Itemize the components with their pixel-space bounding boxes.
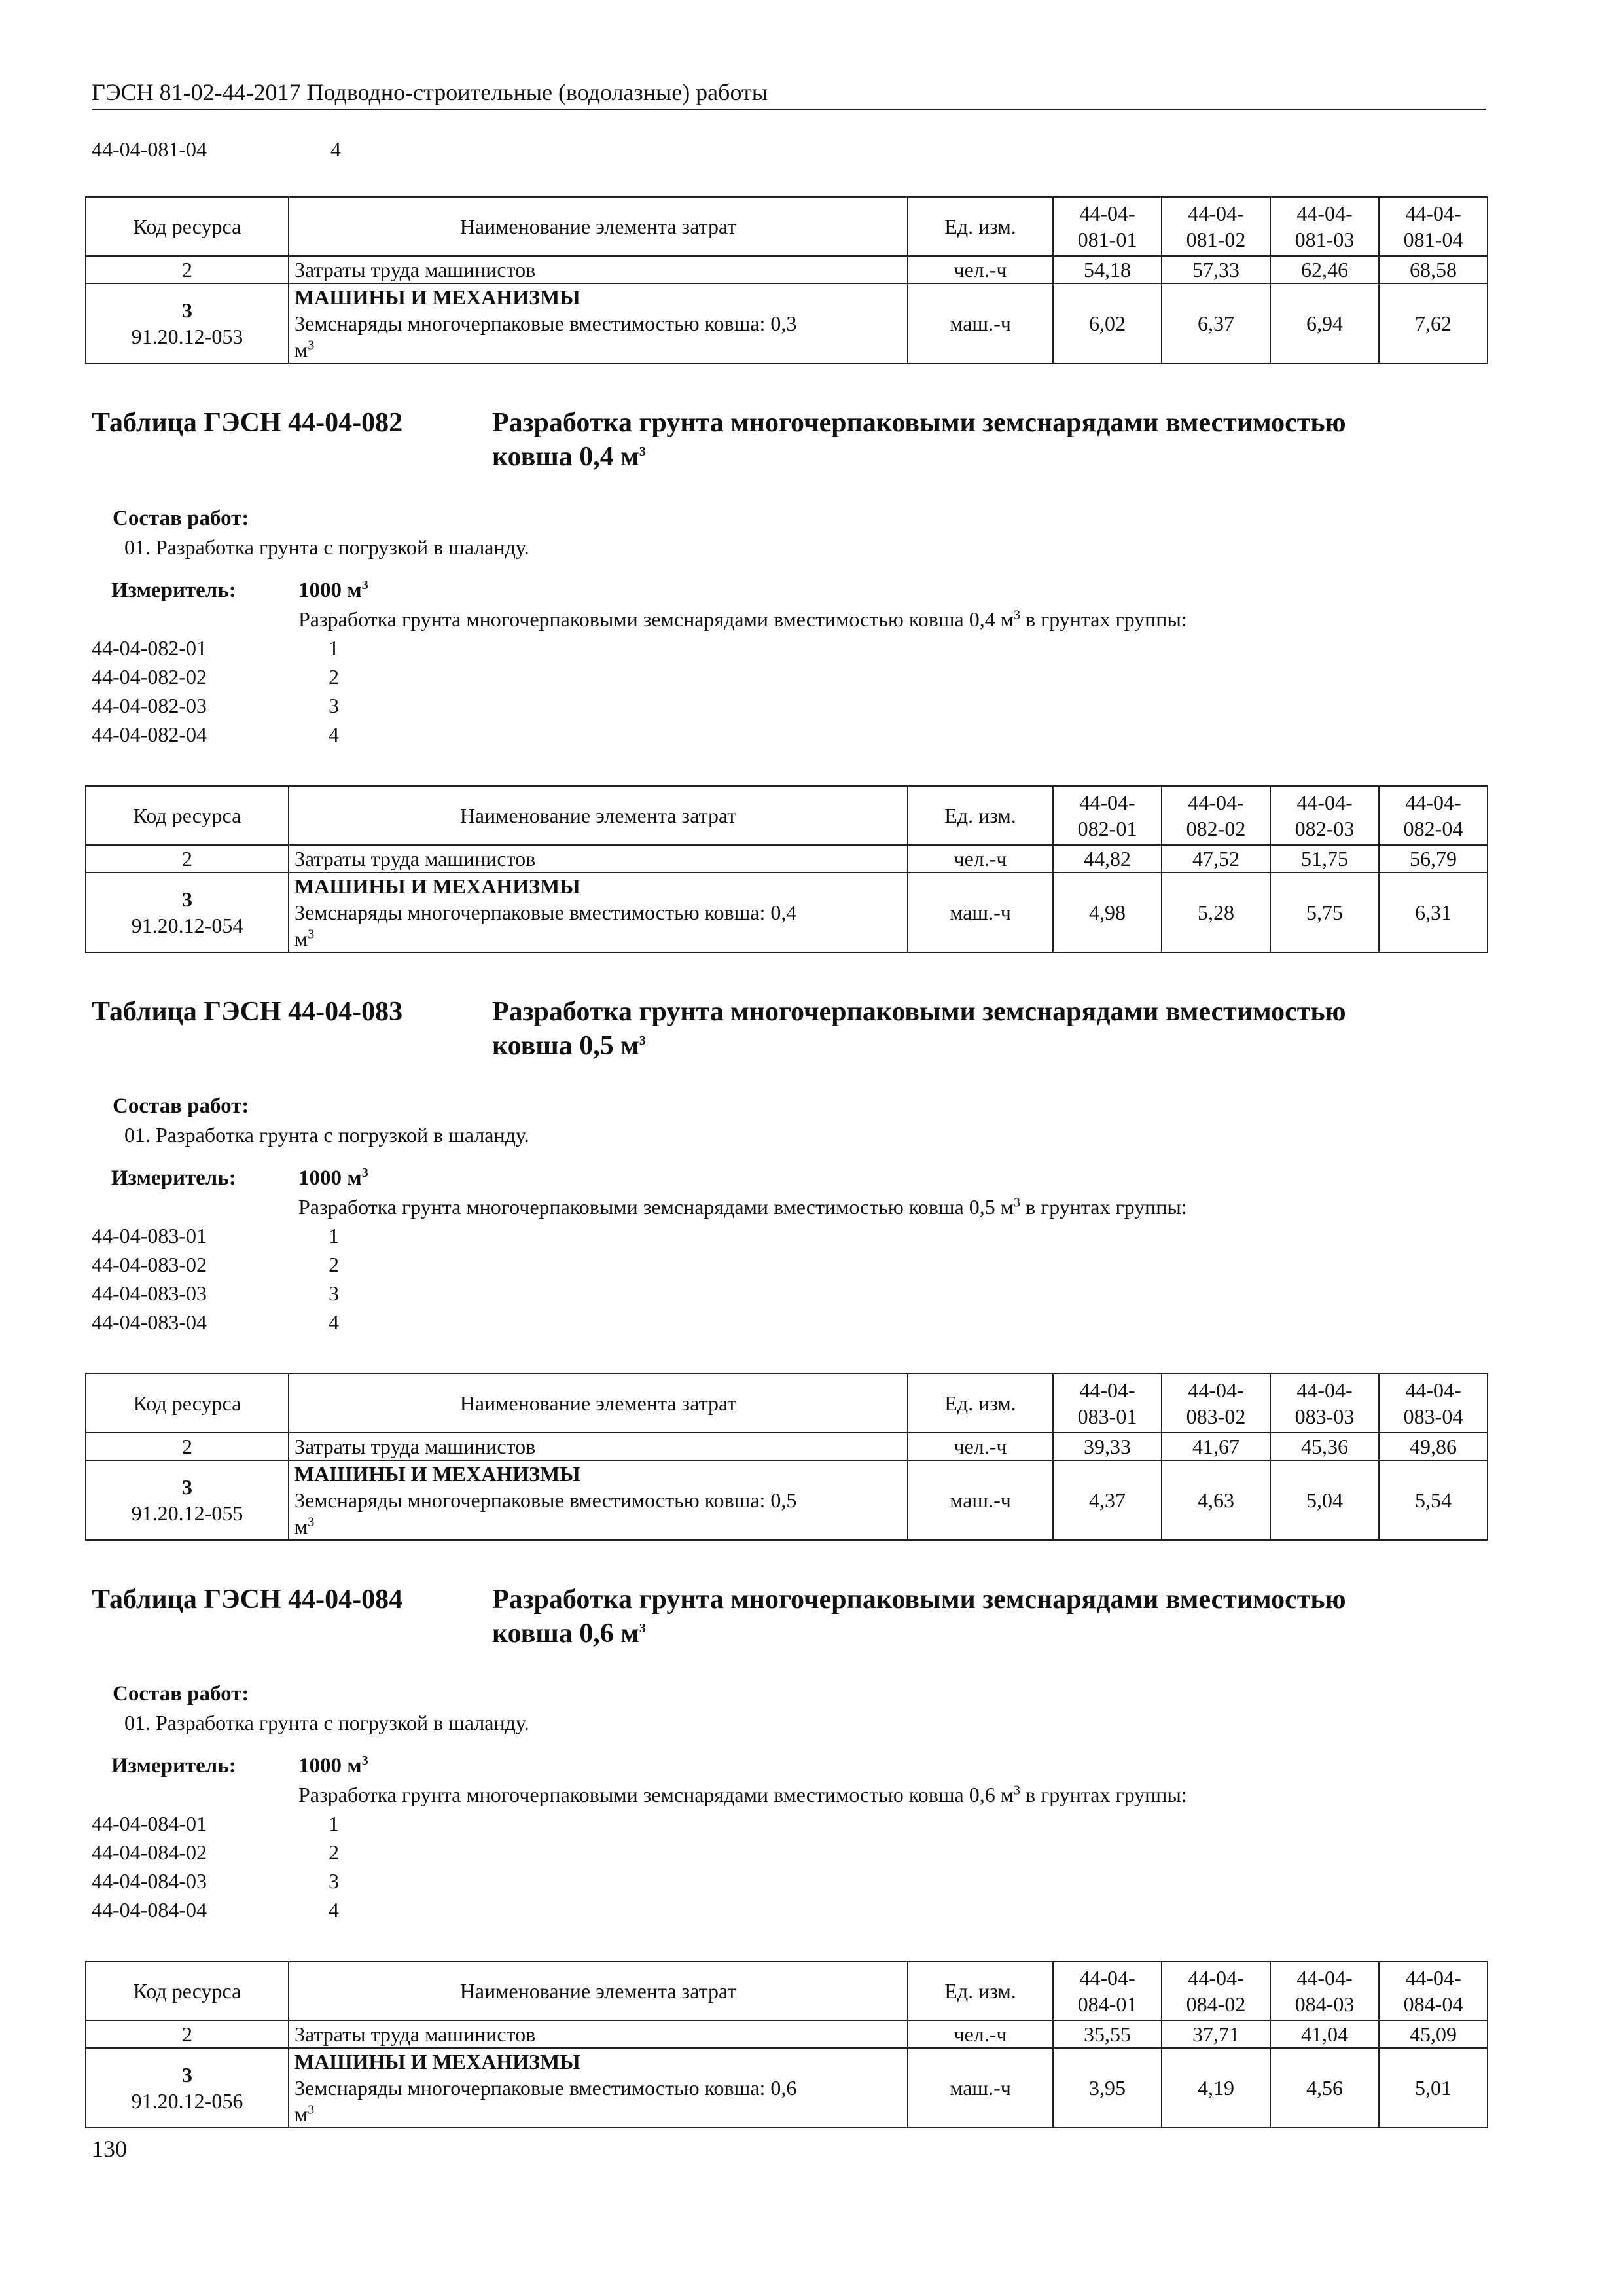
variant-row: 44-04-084-04 4 [92,1898,339,1922]
table-row-machines: 3 91.20.12-056 МАШИНЫ И МЕХАНИЗМЫ Земснаряды многочерпаковые вместимостью ковша: 0,6 $м^3$ маш.-ч 3,95 4,19 4,56 5,01 [86,2048,1488,2128]
page-number: 130 [92,2136,127,2162]
resource-table-084 [85,1961,1488,2128]
col-header-unit: Ед. изм. [908,197,1053,256]
variant-row: 44-04-083-02 2 [92,1253,339,1276]
table-title-text: Разработка грунта многочерпаковыми земснарядами вместимостью ковша 0,4 $м^3$ [492,408,1346,472]
table-title-text: Разработка грунта многочерпаковыми земснарядами вместимостью ковша 0,5 $м^3$ [492,997,1346,1061]
resource-table-082 [85,785,1488,953]
variant-row: 44-04-083-03 3 [92,1282,339,1305]
table-row-labor: 2 Затраты труда машинистов чел.-ч 54,18 57,33 62,46 68,58 [86,256,1488,283]
table-row-labor: 2 Затраты труда машинистов чел.-ч 44,82 47,52 51,75 56,79 [86,845,1488,872]
variant-row: 44-04-084-02 2 [92,1840,339,1864]
table-row-machines: 3 91.20.12-055 МАШИНЫ И МЕХАНИЗМЫ Земснаряды многочерпаковые вместимостью ковша: 0,5 $м^3$ маш.-ч 4,37 4,63 5,04 5,54 [86,1460,1488,1540]
composition-item: 01. Разработка грунта с погрузкой в шаланду. [124,535,529,559]
col-header-variant: 44-04- 081-03 [1270,197,1379,256]
col-header-element-name: Наименование элемента затрат [289,197,908,256]
table-label: Таблица ГЭСН 44-04-082 [92,408,403,438]
measure-description: Разработка грунта многочерпаковыми земснарядами вместимостью ковша 0,4 $м^3$ в грунтах группы: [298,607,1187,631]
col-header-variant: 44-04- 081-02 [1162,197,1270,256]
variant-row: 44-04-084-01 1 [92,1812,339,1835]
variant-row: 44-04-084-03 3 [92,1869,339,1893]
composition-item: 01. Разработка грунта с погрузкой в шаланду. [124,1123,529,1147]
work-section-082 [92,504,1492,749]
variant-row: 44-04-082-01 1 [92,636,339,660]
measure-description: Разработка грунта многочерпаковыми земснарядами вместимостью ковша 0,5 $м^3$ в грунтах группы: [298,1195,1187,1219]
table-row-labor: 2 Затраты труда машинистов чел.-ч 39,33 41,67 45,36 49,86 [86,1433,1488,1460]
variant-row: 44-04-083-01 1 [92,1224,339,1247]
composition-label: Состав работ: [113,507,249,530]
variant-group: 4 [330,137,341,161]
table-header-row: Код ресурса Наименование элемента затрат Ед. изм. 44-04- 083-01 44-04- 083-02 44-04- 083-03 44-04- 083-04 [86,1374,1488,1433]
variant-row: 44-04-082-02 2 [92,665,339,689]
table-header-row: Код ресурса Наименование элемента затрат Ед. изм. 44-04- 082-01 44-04- 082-02 44-04- 082-03 44-04- 082-04 [86,786,1488,845]
top-variant-line [92,137,341,162]
table-label: Таблица ГЭСН 44-04-083 [92,997,403,1027]
table-header-row [86,197,1488,256]
table-row-machines: 3 91.20.12-054 МАШИНЫ И МЕХАНИЗМЫ Земснаряды многочерпаковые вместимостью ковша: 0,4 $м^3$ маш.-ч 4,98 5,28 5,75 6,31 [86,872,1488,952]
col-header-variant: 44-04- 081-04 [1379,197,1488,256]
composition-label: Состав работ: [113,1682,249,1706]
table-header-row: Код ресурса Наименование элемента затрат Ед. изм. 44-04- 084-01 44-04- 084-02 44-04- 084-03 44-04- 084-04 [86,1962,1488,2020]
col-header-resource-code: Код ресурса [86,197,289,256]
measure-row: Измеритель: 1000 $м^3$ [111,578,368,602]
measure-description: Разработка грунта многочерпаковыми земснарядами вместимостью ковша 0,6 $м^3$ в грунтах группы: [298,1783,1187,1806]
work-section-084 [92,1679,1492,1924]
col-header-variant: 44-04- 081-01 [1053,197,1162,256]
variant-row: 44-04-082-04 4 [92,723,339,746]
table-label: Таблица ГЭСН 44-04-084 [92,1585,403,1615]
page-header: ГЭСН 81-02-44-2017 Подводно-строительные (водолазные) работы [92,77,1486,110]
table-row-labor: 2 Затраты труда машинистов чел.-ч 35,55 37,71 41,04 45,09 [86,2020,1488,2048]
variant-code: 44-04-081-04 [92,137,207,161]
resource-table-083 [85,1373,1488,1541]
resource-table-081 [85,196,1488,364]
composition-label: Состав работ: [113,1094,249,1118]
table-row-machines: 3 91.20.12-053 МАШИНЫ И МЕХАНИЗМЫ Земснаряды многочерпаковые вместимостью ковша: 0,3 $м^3$ маш.-ч 6,02 6,37 6,94 7,62 [86,283,1488,363]
measure-row: Измеритель: 1000 $м^3$ [111,1753,368,1778]
measure-row: Измеритель: 1000 $м^3$ [111,1166,368,1190]
work-section-083 [92,1092,1492,1336]
composition-item: 01. Разработка грунта с погрузкой в шаланду. [124,1711,529,1734]
variant-row: 44-04-083-04 4 [92,1310,339,1334]
variant-row: 44-04-082-03 3 [92,694,339,717]
table-title-text: Разработка грунта многочерпаковыми земснарядами вместимостью ковша 0,6 $м^3$ [492,1585,1346,1649]
